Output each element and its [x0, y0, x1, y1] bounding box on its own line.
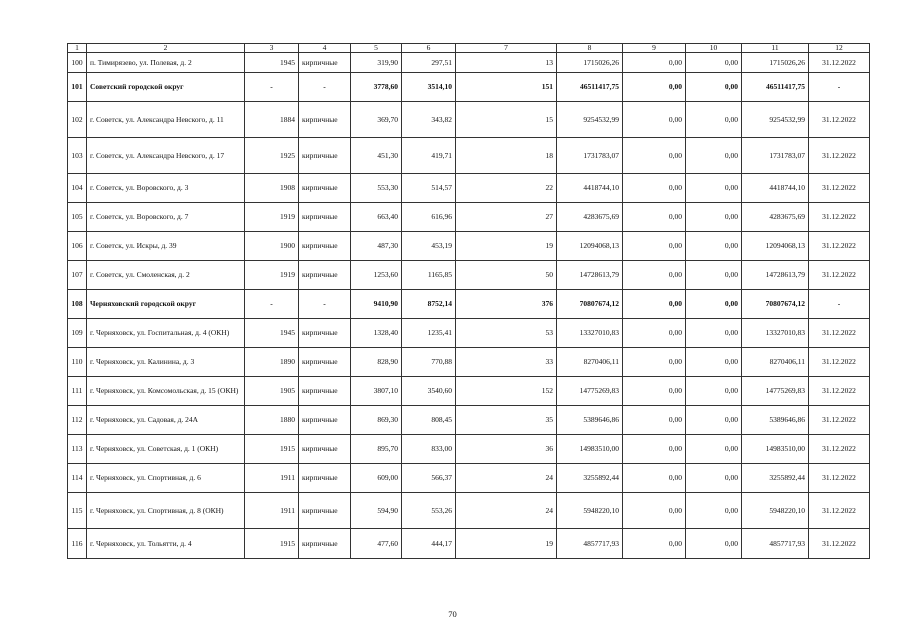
row-number-cell: 113: [68, 435, 87, 464]
regional-funds-cell: 0,00: [686, 377, 742, 406]
wall-material-cell: кирпичные: [299, 53, 351, 73]
table-row: [68, 529, 870, 559]
living-area-cell: 514,57: [402, 174, 456, 203]
address-cell: Советский городской округ: [87, 73, 245, 102]
completion-date-cell: -: [809, 290, 870, 319]
residents-count-cell: 35: [456, 406, 557, 435]
living-area-cell: 343,82: [402, 102, 456, 138]
column-number-header: 5: [351, 44, 402, 53]
federal-funds-cell: 0,00: [623, 319, 686, 348]
federal-funds-cell: 0,00: [623, 138, 686, 174]
residents-count-cell: 151: [456, 73, 557, 102]
table-row: [68, 261, 870, 290]
total-area-cell: 1253,60: [351, 261, 402, 290]
wall-material-cell: кирпичные: [299, 261, 351, 290]
federal-funds-cell: 0,00: [623, 406, 686, 435]
federal-funds-cell: 0,00: [623, 232, 686, 261]
regional-funds-cell: 0,00: [686, 319, 742, 348]
row-number-cell: 106: [68, 232, 87, 261]
row-number-cell: 115: [68, 493, 87, 529]
residents-count-cell: 13: [456, 53, 557, 73]
wall-material-cell: кирпичные: [299, 493, 351, 529]
regional-funds-cell: 0,00: [686, 435, 742, 464]
table-row: [68, 435, 870, 464]
total-cost-cell: 4283675,69: [557, 203, 623, 232]
local-funds-cell: 9254532,99: [742, 102, 809, 138]
regional-funds-cell: 0,00: [686, 261, 742, 290]
column-number-header: 4: [299, 44, 351, 53]
living-area-cell: 419,71: [402, 138, 456, 174]
federal-funds-cell: 0,00: [623, 529, 686, 559]
living-area-cell: 453,19: [402, 232, 456, 261]
living-area-cell: 3540,60: [402, 377, 456, 406]
total-area-cell: 828,90: [351, 348, 402, 377]
residents-count-cell: 24: [456, 464, 557, 493]
column-number-header: 11: [742, 44, 809, 53]
build-year-cell: -: [245, 290, 299, 319]
federal-funds-cell: 0,00: [623, 174, 686, 203]
wall-material-cell: кирпичные: [299, 406, 351, 435]
total-area-cell: 553,30: [351, 174, 402, 203]
local-funds-cell: 1715026,26: [742, 53, 809, 73]
living-area-cell: 833,00: [402, 435, 456, 464]
row-number-cell: 110: [68, 348, 87, 377]
regional-funds-cell: 0,00: [686, 529, 742, 559]
table-row: [68, 138, 870, 174]
wall-material-cell: кирпичные: [299, 174, 351, 203]
column-number-header: 9: [623, 44, 686, 53]
row-number-cell: 109: [68, 319, 87, 348]
residents-count-cell: 19: [456, 529, 557, 559]
regional-funds-cell: 0,00: [686, 203, 742, 232]
wall-material-cell: кирпичные: [299, 529, 351, 559]
living-area-cell: 808,45: [402, 406, 456, 435]
row-number-cell: 111: [68, 377, 87, 406]
build-year-cell: 1900: [245, 232, 299, 261]
housing-register-table: [67, 43, 870, 559]
wall-material-cell: кирпичные: [299, 319, 351, 348]
column-number-header: 10: [686, 44, 742, 53]
local-funds-cell: 14728613,79: [742, 261, 809, 290]
regional-funds-cell: 0,00: [686, 138, 742, 174]
residents-count-cell: 19: [456, 232, 557, 261]
build-year-cell: 1915: [245, 529, 299, 559]
row-number-cell: 103: [68, 138, 87, 174]
build-year-cell: 1908: [245, 174, 299, 203]
total-area-cell: 369,70: [351, 102, 402, 138]
district-summary-row: [68, 290, 870, 319]
wall-material-cell: кирпичные: [299, 232, 351, 261]
residents-count-cell: 376: [456, 290, 557, 319]
wall-material-cell: -: [299, 73, 351, 102]
column-number-header-row: [68, 44, 870, 53]
regional-funds-cell: 0,00: [686, 290, 742, 319]
row-number-cell: 107: [68, 261, 87, 290]
residents-count-cell: 27: [456, 203, 557, 232]
build-year-cell: 1945: [245, 53, 299, 73]
living-area-cell: 770,88: [402, 348, 456, 377]
address-cell: г. Черняховск, ул. Спортивная, д. 6: [87, 464, 245, 493]
local-funds-cell: 14775269,83: [742, 377, 809, 406]
completion-date-cell: 31.12.2022: [809, 464, 870, 493]
table-body: [68, 44, 870, 559]
column-number-header: 1: [68, 44, 87, 53]
local-funds-cell: 5948220,10: [742, 493, 809, 529]
residents-count-cell: 22: [456, 174, 557, 203]
column-number-header: 12: [809, 44, 870, 53]
row-number-cell: 114: [68, 464, 87, 493]
table-row: [68, 53, 870, 73]
total-cost-cell: 14983510,00: [557, 435, 623, 464]
completion-date-cell: 31.12.2022: [809, 102, 870, 138]
living-area-cell: 3514,10: [402, 73, 456, 102]
regional-funds-cell: 0,00: [686, 464, 742, 493]
total-cost-cell: 5389646,86: [557, 406, 623, 435]
total-cost-cell: 14775269,83: [557, 377, 623, 406]
row-number-cell: 104: [68, 174, 87, 203]
total-cost-cell: 9254532,99: [557, 102, 623, 138]
address-cell: п. Тимирязево, ул. Полевая, д. 2: [87, 53, 245, 73]
local-funds-cell: 46511417,75: [742, 73, 809, 102]
wall-material-cell: кирпичные: [299, 203, 351, 232]
row-number-cell: 116: [68, 529, 87, 559]
build-year-cell: 1915: [245, 435, 299, 464]
row-number-cell: 108: [68, 290, 87, 319]
total-cost-cell: 3255892,44: [557, 464, 623, 493]
address-cell: г. Советск, ул. Александра Невского, д. 11: [87, 102, 245, 138]
table-row: [68, 232, 870, 261]
total-cost-cell: 1731783,07: [557, 138, 623, 174]
wall-material-cell: -: [299, 290, 351, 319]
address-cell: Черняховский городской округ: [87, 290, 245, 319]
table-row: [68, 406, 870, 435]
total-area-cell: 609,00: [351, 464, 402, 493]
table-row: [68, 348, 870, 377]
federal-funds-cell: 0,00: [623, 73, 686, 102]
total-area-cell: 319,90: [351, 53, 402, 73]
total-cost-cell: 13327010,83: [557, 319, 623, 348]
federal-funds-cell: 0,00: [623, 464, 686, 493]
local-funds-cell: 4283675,69: [742, 203, 809, 232]
build-year-cell: 1919: [245, 203, 299, 232]
completion-date-cell: 31.12.2022: [809, 261, 870, 290]
address-cell: г. Советск, ул. Искры, д. 39: [87, 232, 245, 261]
table-row: [68, 319, 870, 348]
completion-date-cell: 31.12.2022: [809, 203, 870, 232]
total-cost-cell: 12094068,13: [557, 232, 623, 261]
living-area-cell: 444,17: [402, 529, 456, 559]
address-cell: г. Советск, ул. Воровского, д. 3: [87, 174, 245, 203]
regional-funds-cell: 0,00: [686, 493, 742, 529]
residents-count-cell: 50: [456, 261, 557, 290]
regional-funds-cell: 0,00: [686, 102, 742, 138]
local-funds-cell: 5389646,86: [742, 406, 809, 435]
table-row: [68, 174, 870, 203]
federal-funds-cell: 0,00: [623, 53, 686, 73]
build-year-cell: 1911: [245, 464, 299, 493]
district-summary-row: [68, 73, 870, 102]
build-year-cell: 1884: [245, 102, 299, 138]
wall-material-cell: кирпичные: [299, 377, 351, 406]
address-cell: г. Черняховск, ул. Советская, д. 1 (ОКН): [87, 435, 245, 464]
total-area-cell: 869,30: [351, 406, 402, 435]
local-funds-cell: 1731783,07: [742, 138, 809, 174]
completion-date-cell: 31.12.2022: [809, 377, 870, 406]
total-area-cell: 477,60: [351, 529, 402, 559]
living-area-cell: 297,51: [402, 53, 456, 73]
local-funds-cell: 13327010,83: [742, 319, 809, 348]
completion-date-cell: 31.12.2022: [809, 406, 870, 435]
federal-funds-cell: 0,00: [623, 290, 686, 319]
completion-date-cell: 31.12.2022: [809, 138, 870, 174]
federal-funds-cell: 0,00: [623, 493, 686, 529]
regional-funds-cell: 0,00: [686, 73, 742, 102]
living-area-cell: 1165,85: [402, 261, 456, 290]
total-area-cell: 451,30: [351, 138, 402, 174]
federal-funds-cell: 0,00: [623, 348, 686, 377]
total-area-cell: 3807,10: [351, 377, 402, 406]
address-cell: г. Советск, ул. Александра Невского, д. 17: [87, 138, 245, 174]
build-year-cell: 1919: [245, 261, 299, 290]
completion-date-cell: 31.12.2022: [809, 493, 870, 529]
completion-date-cell: 31.12.2022: [809, 53, 870, 73]
address-cell: г. Черняховск, ул. Калинина, д. 3: [87, 348, 245, 377]
address-cell: г. Черняховск, ул. Комсомольская, д. 15 (ОКН): [87, 377, 245, 406]
local-funds-cell: 12094068,13: [742, 232, 809, 261]
total-cost-cell: 70807674,12: [557, 290, 623, 319]
build-year-cell: 1905: [245, 377, 299, 406]
living-area-cell: 8752,14: [402, 290, 456, 319]
row-number-cell: 112: [68, 406, 87, 435]
completion-date-cell: 31.12.2022: [809, 232, 870, 261]
page-number: 70: [448, 609, 457, 619]
address-cell: г. Советск, ул. Смоленская, д. 2: [87, 261, 245, 290]
address-cell: г. Черняховск, ул. Госпитальная, д. 4 (ОКН): [87, 319, 245, 348]
regional-funds-cell: 0,00: [686, 406, 742, 435]
address-cell: г. Советск, ул. Воровского, д. 7: [87, 203, 245, 232]
wall-material-cell: кирпичные: [299, 435, 351, 464]
total-area-cell: 594,90: [351, 493, 402, 529]
table-row: [68, 464, 870, 493]
total-area-cell: 1328,40: [351, 319, 402, 348]
local-funds-cell: 14983510,00: [742, 435, 809, 464]
total-area-cell: 663,40: [351, 203, 402, 232]
residents-count-cell: 15: [456, 102, 557, 138]
total-cost-cell: 8270406,11: [557, 348, 623, 377]
row-number-cell: 102: [68, 102, 87, 138]
build-year-cell: -: [245, 73, 299, 102]
local-funds-cell: 70807674,12: [742, 290, 809, 319]
federal-funds-cell: 0,00: [623, 203, 686, 232]
column-number-header: 2: [87, 44, 245, 53]
total-cost-cell: 4857717,93: [557, 529, 623, 559]
completion-date-cell: 31.12.2022: [809, 435, 870, 464]
living-area-cell: 616,96: [402, 203, 456, 232]
total-area-cell: 3778,60: [351, 73, 402, 102]
residents-count-cell: 33: [456, 348, 557, 377]
column-number-header: 6: [402, 44, 456, 53]
total-cost-cell: 1715026,26: [557, 53, 623, 73]
wall-material-cell: кирпичные: [299, 102, 351, 138]
address-cell: г. Черняховск, ул. Тольятти, д. 4: [87, 529, 245, 559]
local-funds-cell: 3255892,44: [742, 464, 809, 493]
residents-count-cell: 36: [456, 435, 557, 464]
residents-count-cell: 53: [456, 319, 557, 348]
wall-material-cell: кирпичные: [299, 348, 351, 377]
table-row: [68, 493, 870, 529]
table-row: [68, 203, 870, 232]
regional-funds-cell: 0,00: [686, 53, 742, 73]
regional-funds-cell: 0,00: [686, 174, 742, 203]
completion-date-cell: 31.12.2022: [809, 348, 870, 377]
living-area-cell: 553,26: [402, 493, 456, 529]
build-year-cell: 1880: [245, 406, 299, 435]
total-cost-cell: 5948220,10: [557, 493, 623, 529]
local-funds-cell: 8270406,11: [742, 348, 809, 377]
total-cost-cell: 14728613,79: [557, 261, 623, 290]
total-cost-cell: 46511417,75: [557, 73, 623, 102]
completion-date-cell: -: [809, 73, 870, 102]
column-number-header: 3: [245, 44, 299, 53]
build-year-cell: 1890: [245, 348, 299, 377]
row-number-cell: 105: [68, 203, 87, 232]
column-number-header: 8: [557, 44, 623, 53]
local-funds-cell: 4857717,93: [742, 529, 809, 559]
table-row: [68, 102, 870, 138]
living-area-cell: 1235,41: [402, 319, 456, 348]
total-area-cell: 9410,90: [351, 290, 402, 319]
residents-count-cell: 152: [456, 377, 557, 406]
row-number-cell: 100: [68, 53, 87, 73]
local-funds-cell: 4418744,10: [742, 174, 809, 203]
regional-funds-cell: 0,00: [686, 232, 742, 261]
total-area-cell: 895,70: [351, 435, 402, 464]
wall-material-cell: кирпичные: [299, 138, 351, 174]
federal-funds-cell: 0,00: [623, 102, 686, 138]
completion-date-cell: 31.12.2022: [809, 319, 870, 348]
living-area-cell: 566,37: [402, 464, 456, 493]
federal-funds-cell: 0,00: [623, 435, 686, 464]
address-cell: г. Черняховск, ул. Спортивная, д. 8 (ОКН): [87, 493, 245, 529]
build-year-cell: 1911: [245, 493, 299, 529]
completion-date-cell: 31.12.2022: [809, 529, 870, 559]
residents-count-cell: 18: [456, 138, 557, 174]
federal-funds-cell: 0,00: [623, 377, 686, 406]
build-year-cell: 1945: [245, 319, 299, 348]
total-area-cell: 487,30: [351, 232, 402, 261]
build-year-cell: 1925: [245, 138, 299, 174]
completion-date-cell: 31.12.2022: [809, 174, 870, 203]
row-number-cell: 101: [68, 73, 87, 102]
wall-material-cell: кирпичные: [299, 464, 351, 493]
total-cost-cell: 4418744,10: [557, 174, 623, 203]
residents-count-cell: 24: [456, 493, 557, 529]
address-cell: г. Черняховск, ул. Садовая, д. 24А: [87, 406, 245, 435]
federal-funds-cell: 0,00: [623, 261, 686, 290]
table-row: [68, 377, 870, 406]
column-number-header: 7: [456, 44, 557, 53]
regional-funds-cell: 0,00: [686, 348, 742, 377]
